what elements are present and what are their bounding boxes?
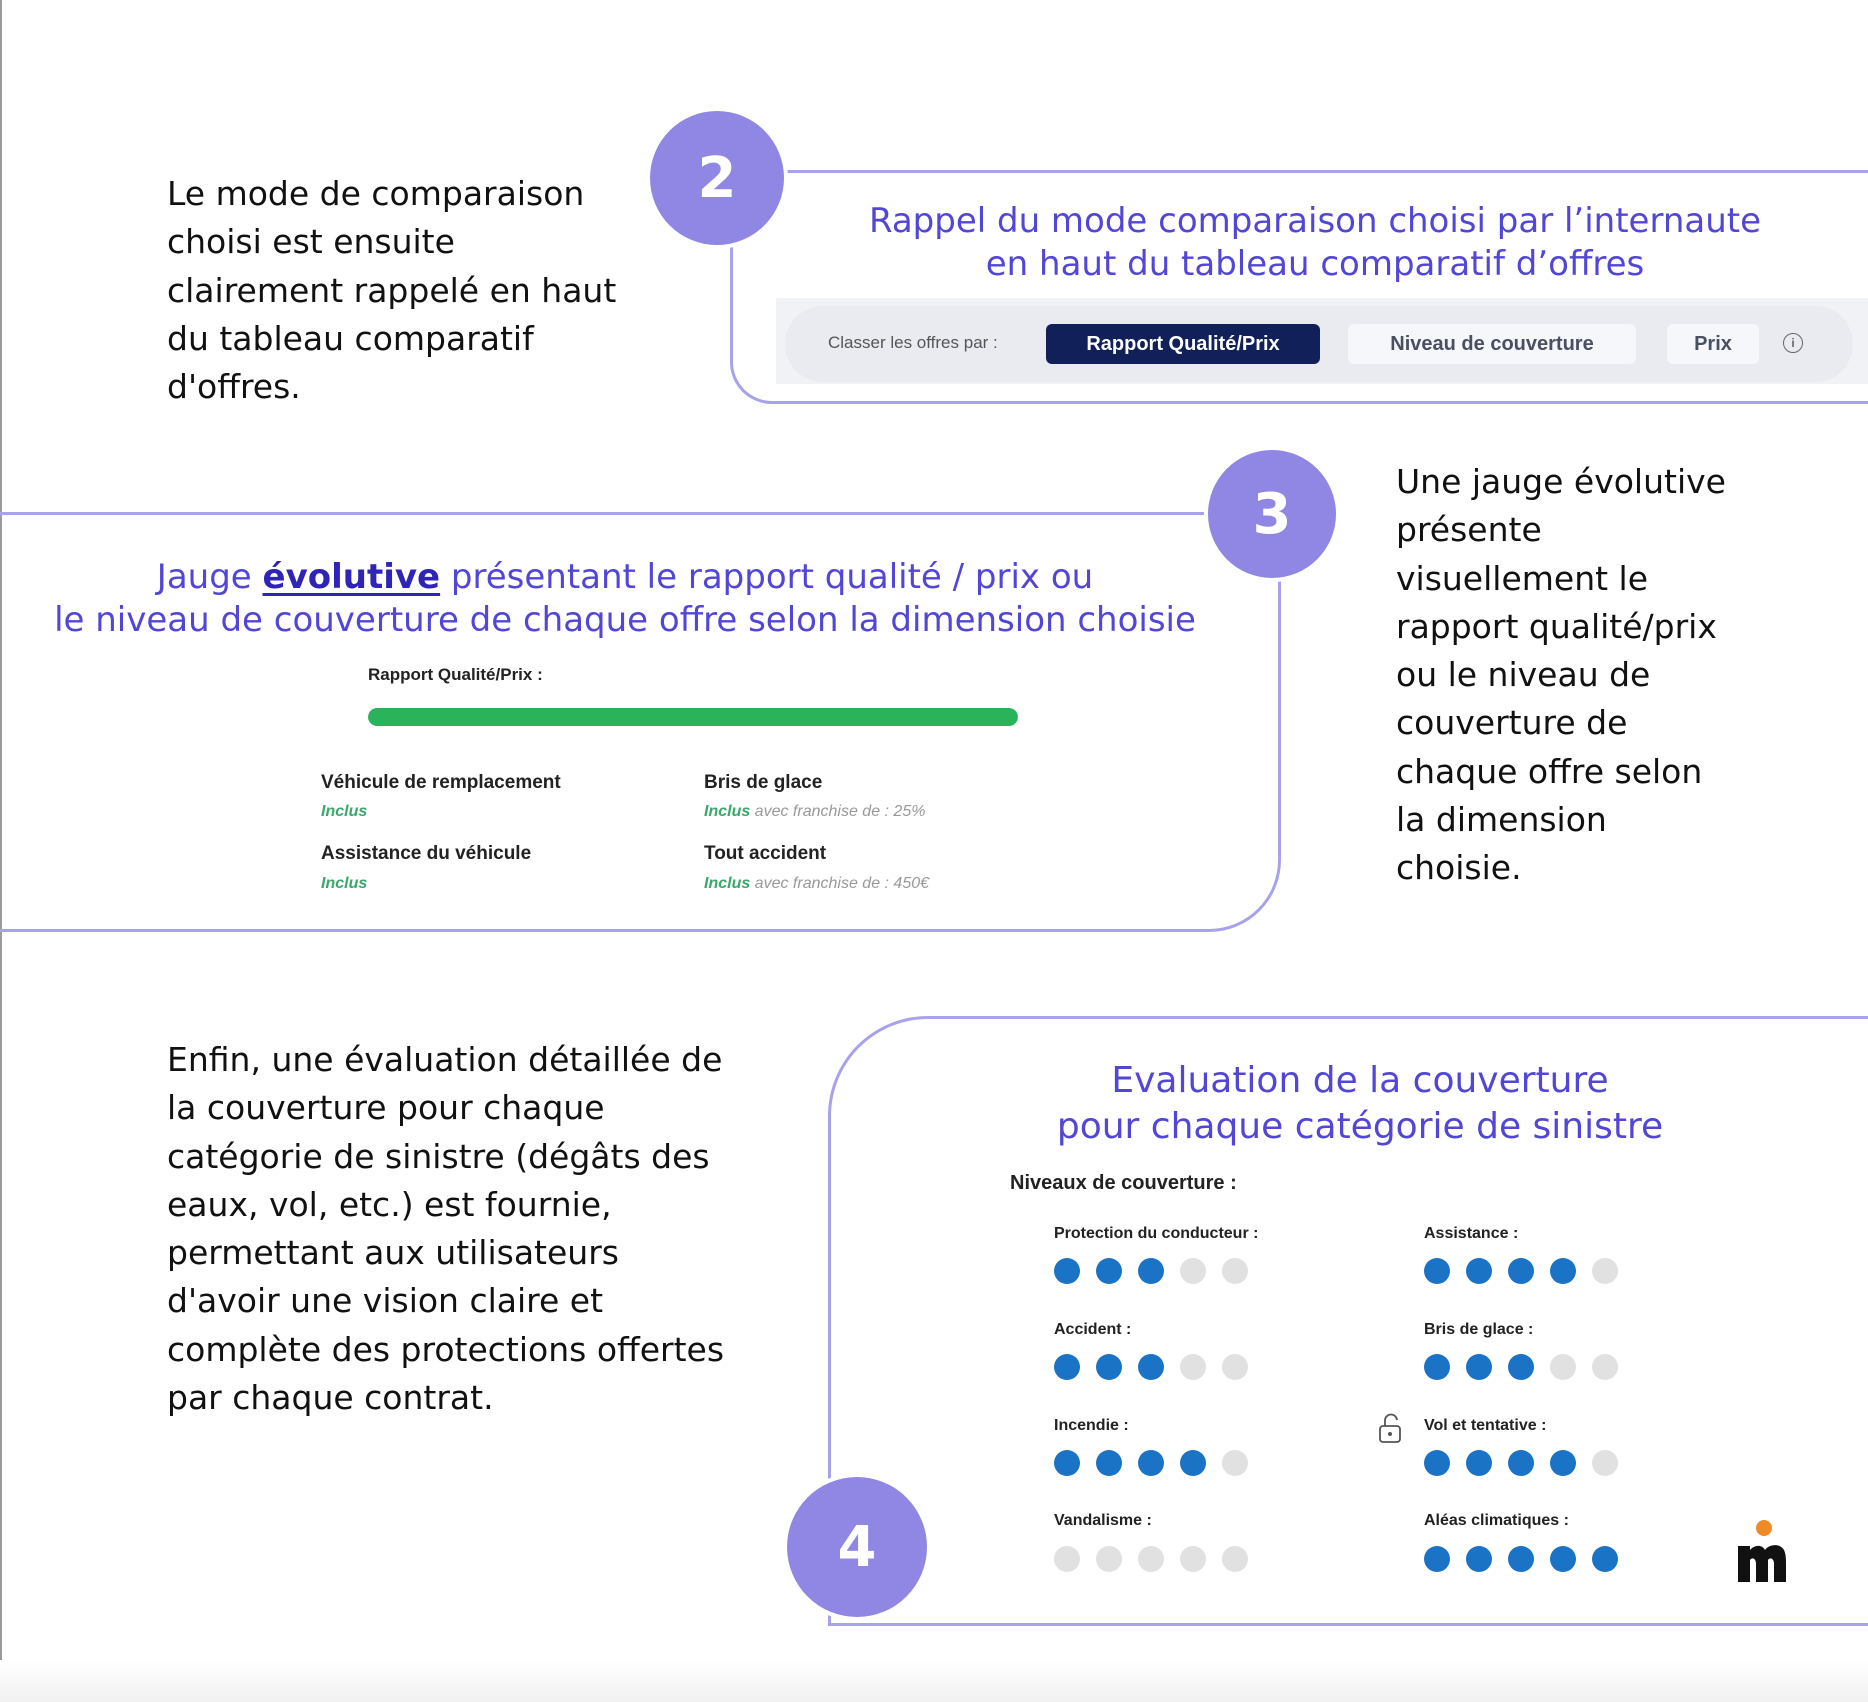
coverage-dot-empty bbox=[1592, 1354, 1618, 1380]
feature-detail: avec franchise de : 25% bbox=[750, 803, 926, 820]
coverage-dot-filled bbox=[1592, 1546, 1618, 1572]
feature-value bbox=[704, 875, 929, 893]
coverage-dots bbox=[1424, 1354, 1618, 1380]
title-part-2: présentant le rapport qualité / prix ou bbox=[440, 557, 1094, 597]
coverage-dot-filled bbox=[1550, 1258, 1576, 1284]
category-label: Vandalisme : bbox=[1054, 1512, 1152, 1529]
brand-logo-icon bbox=[1736, 1520, 1794, 1584]
description-4: Enfin, une évaluation détaillée de la couverture pour chaque catégorie de sinistre (dégâts des eaux, vol, etc.) est fournie, permettant aux utilisateurs d'avoir une vision claire et complète des protections offertes par chaque contrat. bbox=[167, 1040, 725, 1418]
coverage-dot-filled bbox=[1054, 1450, 1080, 1476]
coverage-dot-empty bbox=[1180, 1258, 1206, 1284]
panel-3-title-line2: le niveau de couverture de chaque offre selon la dimension choisie bbox=[54, 600, 1196, 640]
coverage-dot-filled bbox=[1466, 1546, 1492, 1572]
category-label: Assistance : bbox=[1424, 1225, 1519, 1242]
coverage-dots bbox=[1054, 1354, 1248, 1380]
coverage-dot-filled bbox=[1424, 1450, 1450, 1476]
lock-icon bbox=[1377, 1413, 1405, 1445]
step-badge-2: 2 bbox=[650, 111, 784, 245]
coverage-dot-filled bbox=[1424, 1354, 1450, 1380]
sort-option-prix[interactable]: Prix bbox=[1667, 324, 1759, 364]
description-3: Une jauge évolutive présente visuellement le rapport qualité/prix ou le niveau de couverture de chaque offre selon la dimension choisie. bbox=[1396, 462, 1726, 888]
category-label: Bris de glace : bbox=[1424, 1321, 1534, 1338]
coverage-dot-filled bbox=[1138, 1450, 1164, 1476]
coverage-dot-empty bbox=[1138, 1546, 1164, 1572]
sort-option-rapport-qualite-prix[interactable]: Rapport Qualité/Prix bbox=[1046, 324, 1320, 364]
coverage-dot-filled bbox=[1550, 1546, 1576, 1572]
coverage-dot-empty bbox=[1096, 1546, 1122, 1572]
coverage-dot-filled bbox=[1466, 1258, 1492, 1284]
coverage-dot-filled bbox=[1508, 1546, 1534, 1572]
feature-title: Tout accident bbox=[704, 843, 827, 864]
feature-status: Inclus bbox=[704, 875, 751, 892]
feature-value bbox=[321, 803, 367, 821]
coverage-dot-filled bbox=[1424, 1258, 1450, 1284]
coverage-dots bbox=[1054, 1450, 1248, 1476]
feature-value bbox=[321, 875, 367, 893]
coverage-dot-filled bbox=[1138, 1354, 1164, 1380]
coverage-dot-empty bbox=[1054, 1546, 1080, 1572]
feature-status: Inclus bbox=[321, 803, 368, 820]
coverage-dot-filled bbox=[1508, 1258, 1534, 1284]
category-label: Aléas climatiques : bbox=[1424, 1512, 1569, 1529]
title-part-1: Jauge bbox=[156, 557, 263, 597]
coverage-dot-filled bbox=[1054, 1258, 1080, 1284]
coverage-dot-filled bbox=[1096, 1354, 1122, 1380]
coverage-dot-empty bbox=[1180, 1546, 1206, 1572]
title-strong: évolutive bbox=[262, 557, 441, 597]
coverage-dot-empty bbox=[1592, 1450, 1618, 1476]
gauge-fill bbox=[368, 708, 1018, 726]
coverage-dot-filled bbox=[1508, 1450, 1534, 1476]
feature-value bbox=[704, 803, 925, 821]
panel-4-title-line2: pour chaque catégorie de sinistre bbox=[1056, 1106, 1664, 1147]
coverage-dot-filled bbox=[1054, 1354, 1080, 1380]
coverage-dot-filled bbox=[1180, 1450, 1206, 1476]
coverage-dot-empty bbox=[1550, 1354, 1576, 1380]
coverage-dots bbox=[1054, 1546, 1248, 1572]
coverage-dot-filled bbox=[1424, 1546, 1450, 1572]
coverage-dot-filled bbox=[1466, 1354, 1492, 1380]
feature-status: Inclus bbox=[321, 875, 368, 892]
gauge-track bbox=[368, 708, 1018, 726]
feature-title: Bris de glace bbox=[704, 772, 823, 793]
info-circle-icon[interactable]: i bbox=[1783, 333, 1803, 353]
coverage-dot-empty bbox=[1180, 1354, 1206, 1380]
coverage-dot-filled bbox=[1466, 1450, 1492, 1476]
bottom-fade bbox=[0, 1660, 1868, 1702]
coverage-dot-empty bbox=[1222, 1546, 1248, 1572]
coverage-dot-filled bbox=[1096, 1450, 1122, 1476]
category-label: Incendie : bbox=[1054, 1417, 1129, 1434]
gauge-label: Rapport Qualité/Prix : bbox=[368, 665, 543, 684]
coverage-dot-filled bbox=[1508, 1354, 1534, 1380]
panel-3-title bbox=[20, 556, 1230, 642]
panel-2-title-line2: en haut du tableau comparatif d’offres bbox=[985, 244, 1645, 284]
description-2: Le mode de comparaison choisi est ensuite clairement rappelé en haut du tableau comparatif d'offres. bbox=[167, 174, 617, 407]
coverage-dots bbox=[1424, 1546, 1618, 1572]
feature-status: Inclus bbox=[704, 803, 751, 820]
step-badge-3: 3 bbox=[1208, 450, 1336, 578]
coverage-dots bbox=[1054, 1258, 1248, 1284]
panel-4-title-line1: Evaluation de la couverture bbox=[1111, 1060, 1609, 1101]
coverage-dots bbox=[1424, 1258, 1618, 1284]
coverage-dot-filled bbox=[1138, 1258, 1164, 1284]
panel-2-title-line1: Rappel du mode comparaison choisi par l’internaute bbox=[868, 201, 1762, 241]
coverage-dot-filled bbox=[1550, 1450, 1576, 1476]
step-badge-4: 4 bbox=[787, 1477, 927, 1617]
panel-4-title bbox=[960, 1058, 1760, 1150]
feature-title: Véhicule de remplacement bbox=[321, 772, 561, 793]
coverage-dots bbox=[1424, 1450, 1618, 1476]
sort-option-niveau-couverture[interactable]: Niveau de couverture bbox=[1348, 324, 1636, 364]
feature-title: Assistance du véhicule bbox=[321, 843, 532, 864]
sort-label: Classer les offres par : bbox=[828, 333, 998, 352]
coverage-dot-empty bbox=[1222, 1258, 1248, 1284]
category-label: Protection du conducteur : bbox=[1054, 1225, 1259, 1242]
coverage-dot-empty bbox=[1592, 1258, 1618, 1284]
levels-title: Niveaux de couverture : bbox=[1010, 1172, 1237, 1194]
coverage-dot-empty bbox=[1222, 1450, 1248, 1476]
panel-3-title-line1 bbox=[20, 556, 1230, 599]
category-label: Accident : bbox=[1054, 1321, 1132, 1338]
coverage-dot-filled bbox=[1096, 1258, 1122, 1284]
coverage-dot-empty bbox=[1222, 1354, 1248, 1380]
feature-detail: avec franchise de : 450€ bbox=[750, 875, 930, 892]
category-label: Vol et tentative : bbox=[1424, 1417, 1547, 1434]
panel-2-title bbox=[800, 200, 1830, 286]
